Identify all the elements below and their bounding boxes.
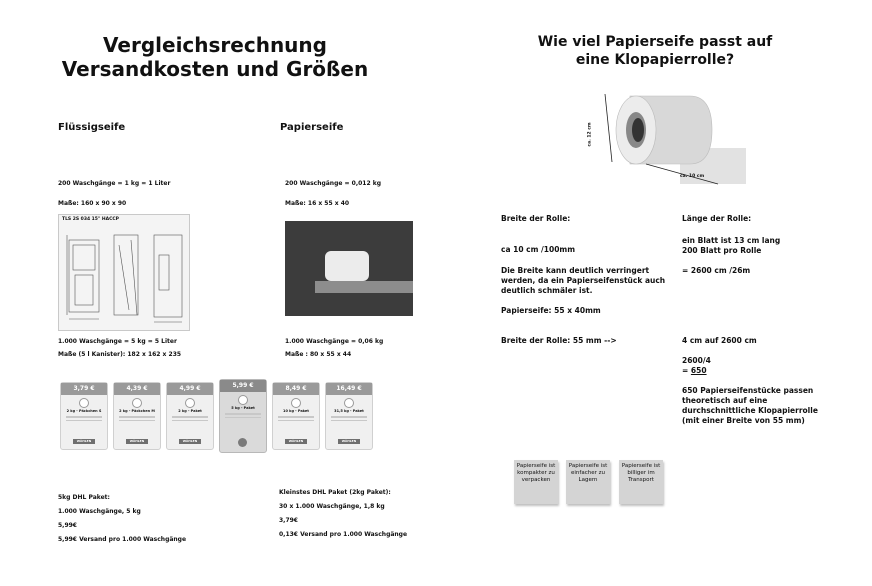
ruler [315,281,413,293]
dispenser-drawing-svg [59,215,189,330]
dhl-card-4-selected[interactable] [219,379,267,453]
soap-photo [285,221,413,316]
conclusion: 650 Papierseifenstücke passen theoretisch auf eine durchschnittliche Klopapierrolle (mit einer Breite von 55 mm) [682,386,818,425]
card-price: 16,49 € [326,383,372,395]
breite-result: Breite der Rolle: 55 mm --> [501,336,617,345]
length-line1: ein Blatt ist 13 cm lang [682,236,781,245]
card-select-button[interactable]: WÄHLEN [73,439,95,444]
sticky-note-1: Papierseife ist kompakter zu verpacken [514,460,558,504]
roll-width-label: ca. 10 cm [680,174,705,179]
fluessig-wash-1: 200 Waschgänge = 1 kg = 1 Liter [58,180,171,187]
right-title-line1: Wie viel Papierseife passt auf [537,34,773,50]
sticky-note-3: Papierseife ist billiger im Transport [619,460,663,504]
fluessig-dhl-price: 5,99€ [58,522,77,529]
dhl-card-5[interactable] [272,382,320,450]
papier-dhl-label: Kleinstes DHL Paket (2kg Paket): [279,489,391,496]
info-icon [291,398,301,408]
fluessig-dhl-total: 5,99€ Versand pro 1.000 Waschgänge [58,536,187,543]
papier-dims-2: Maße : 80 x 55 x 44 [285,351,352,358]
card-select-button[interactable]: WÄHLEN [179,439,201,444]
card-name: 2 kg - Päckchen M [119,409,155,413]
card-price: 3,79 € [61,383,107,395]
toilet-roll-image [587,88,748,192]
left-title-line1: Vergleichsrechnung [103,33,327,57]
info-icon [185,398,195,408]
dhl-card-3[interactable] [166,382,214,450]
card-name: 5 kg - Paket [231,406,255,410]
length-total: = 2600 cm /26m [682,266,751,275]
card-name: 10 kg - Paket [283,409,309,413]
card-price: 4,99 € [167,383,213,395]
drawing-label: TLS 2S 034 15" HACCP [62,217,119,222]
width-value: ca 10 cm /100mm [501,245,576,254]
info-icon [238,395,248,405]
calc-line1: 4 cm auf 2600 cm [682,336,757,345]
card-name: 2 kg - Päckchen S [66,409,102,413]
fluessigseife-heading: Flüssigseife [58,122,126,133]
toilet-roll-svg [600,88,748,192]
papier-dims-1: Maße: 16 x 55 x 40 [285,200,350,207]
papier-wash-2: 1.000 Waschgänge = 0,06 kg [285,338,384,345]
length-line2: 200 Blatt pro Rolle [682,246,762,255]
right-title-line2: eine Klopapierrolle? [575,52,735,68]
calc-line3-prefix: = [682,366,691,375]
fluessig-dims-1: Maße: 160 x 90 x 90 [58,200,127,207]
card-name: 2 kg - Paket [178,409,202,413]
dhl-card-1[interactable] [60,382,108,450]
fluessig-dhl-weight: 1.000 Waschgänge, 5 kg [58,508,141,515]
card-price: 4,39 € [114,383,160,395]
left-title-line2: Versandkosten und Größen [61,57,369,81]
info-icon [79,398,89,408]
dispenser-drawing [58,214,190,331]
length-heading: Länge der Rolle: [682,214,752,223]
width-heading: Breite der Rolle: [501,214,571,223]
card-price: 8,49 € [273,383,319,395]
fluessig-dhl-label: 5kg DHL Paket: [58,494,110,501]
papier-dhl-weight: 30 x 1.000 Waschgänge, 1,8 kg [279,503,385,510]
card-select-button[interactable]: WÄHLEN [126,439,148,444]
soap-piece [325,251,369,281]
right-title [520,33,790,69]
sticky-note-2: Papierseife ist einfacher zu Lagern [566,460,610,504]
papier-wash-1: 200 Waschgänge = 0,012 kg [285,180,382,187]
dhl-card-2[interactable] [113,382,161,450]
papierseife-size: Papierseife: 55 x 40mm [501,306,601,315]
calc-line3 [682,366,707,376]
dhl-card-6[interactable] [325,382,373,450]
width-note: Die Breite kann deutlich verringert werden, da ein Papierseifenstück auch deutlich schmäler ist. [501,266,666,295]
left-title [40,33,390,81]
card-select-button[interactable]: WÄHLEN [338,439,360,444]
card-select-button[interactable]: WÄHLEN [285,439,307,444]
info-icon [344,398,354,408]
check-icon [238,438,247,447]
card-name: 31,5 kg - Paket [334,409,364,413]
info-icon [132,398,142,408]
calc-result: 650 [690,366,707,375]
roll-height-label: ca. 12 cm [587,122,593,147]
card-price: 5,99 € [220,380,266,392]
calc-line2: 2600/4 [682,356,711,365]
papierseife-heading: Papierseife [280,122,344,133]
papier-dhl-total: 0,13€ Versand pro 1.000 Waschgänge [279,531,408,538]
papier-dhl-price: 3,79€ [279,517,298,524]
fluessig-dims-2: Maße (5 l Kanister): 182 x 162 x 235 [58,351,182,358]
fluessig-wash-2: 1.000 Waschgänge = 5 kg = 5 Liter [58,338,177,345]
